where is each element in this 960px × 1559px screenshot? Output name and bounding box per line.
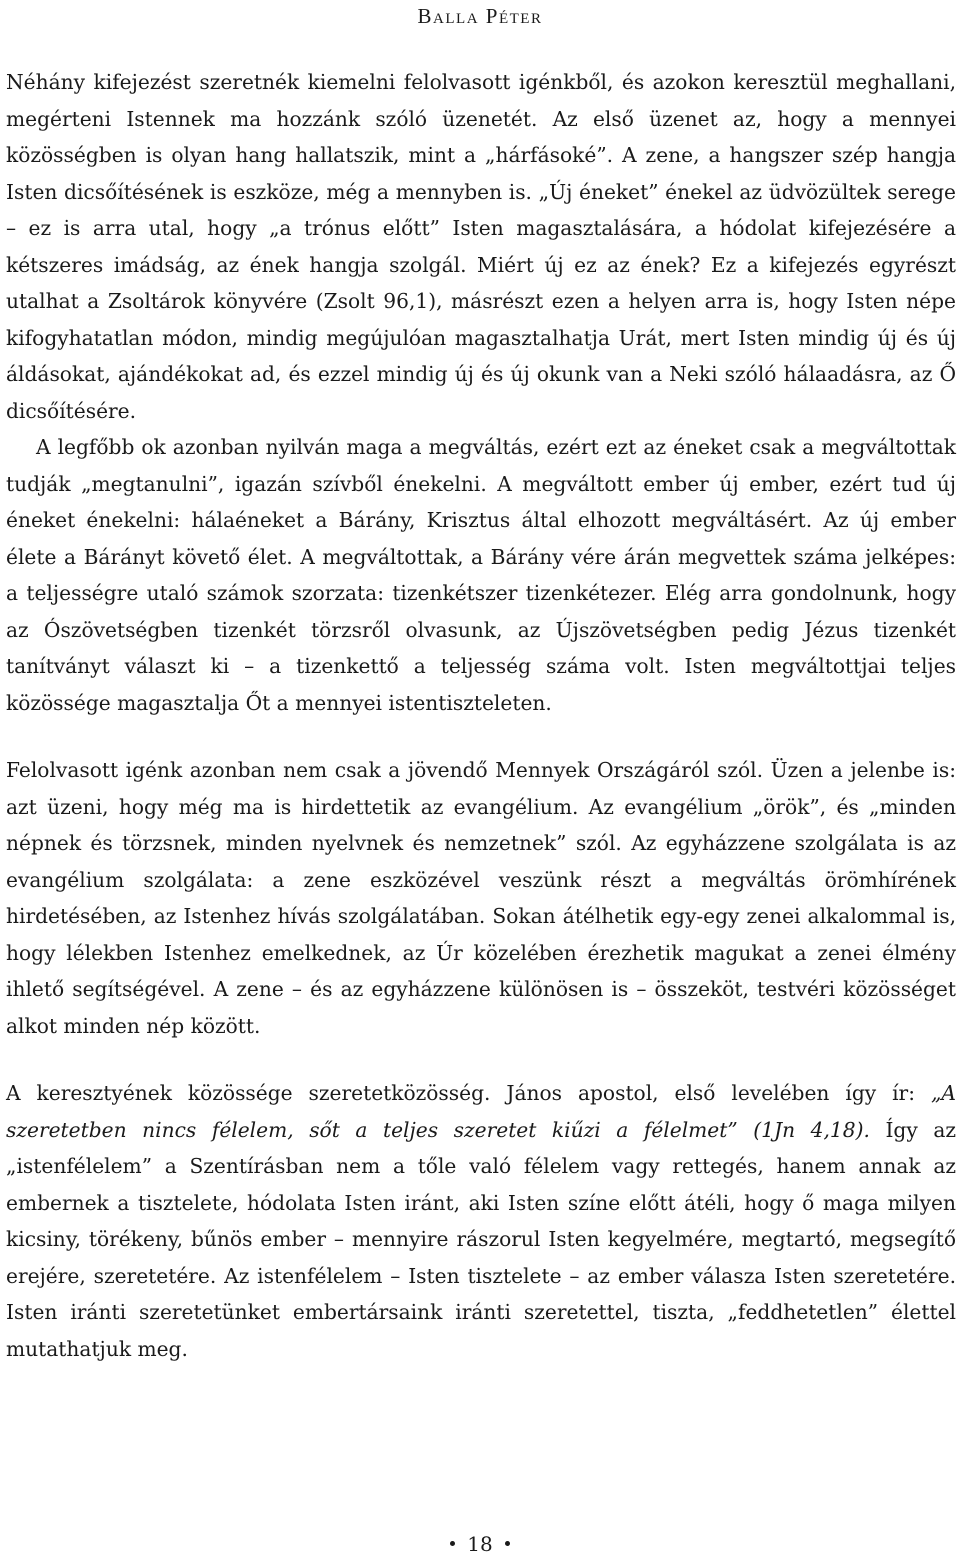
page-number: 18 bbox=[467, 1532, 493, 1556]
paragraph-1: Néhány kifejezést szeretnék kiemelni felolvasott igénkből, és azokon keresztül meghallani, megérteni Istennek ma hozzánk szóló üzenetét. Az első üzenet az, hogy a mennyei közösségben is olyan hang hallatszik, mint a „hárfásoké”. A zene, a hangszer szép hangja Isten dicsőítésének is eszköze, még a mennyben is. „Új éneket” énekel az üdvözültek serege – ez is arra utal, hogy „a trónus előtt” Isten magasztalására, a hódolat kifejezésére a kétszeres imádság, az ének hangja szolgál. Miért új ez az ének? Ez a kifejezés egyrészt utalhat a Zsoltárok könyvére (Zsolt 96,1), másrészt ezen a helyen arra is, hogy Isten népe kifogyhatatlan módon, mindig megújulóan magasztalhatja Urát, mert Isten mindig új és új áldásokat, ajándékokat ad, és ezzel mindig új és új okunk van a Neki szóló hálaadásra, az Ő dicsőítésére. bbox=[6, 70, 956, 423]
bullet-right-icon bbox=[505, 1541, 510, 1546]
running-head: Balla Péter bbox=[417, 4, 543, 28]
paragraph-4-rest: Így az „istenfélelem” a Szentírásban nem a tőle való félelem vagy rettegés, hanem annak az embernek a tisztelete, hódolata Isten iránt, aki Isten színe előtt átéli, hogy ő maga milyen kicsiny, törékeny, bűnös ember – mennyire rászorul Isten kegyelmére, megtartó, megsegítő erejére, szeretetére. Az istenfélelem – Isten tisztelete – az ember válasza Isten szeretetére. Isten iránti szeretetünket embertársaink iránti szeretettel, tiszta, „feddhetetlen” élettel mutathatjuk meg. bbox=[6, 1117, 957, 1361]
paragraph-4 bbox=[6, 1075, 956, 1367]
page-footer bbox=[0, 1532, 960, 1556]
paragraph-3: Felolvasott igénk azonban nem csak a jövendő Mennyek Országáról szól. Üzen a jelenbe is: azt üzeni, hogy még ma is hirdettetik az evangélium. Az evangélium „örök”, és „minden népnek és törzsnek, minden nyelvnek és nemzetnek” szól. Az egyházzene szolgálata is az evangélium szolgálata: a zene eszközével veszünk részt a megváltás örömhírének hirdetésében, az Istenhez hívás szolgálatában. Sokan átélhetik egy-egy zenei alkalommal is, hogy lélekben Istenhez emelkednek, az Úr közelében érezhetik magukat a zenei élmény ihlető segítségével. A zene – és az egyházzene különösen is – összeköt, testvéri közösséget alkot minden nép között. bbox=[6, 758, 956, 1038]
scripture-quote: „A szeretetben nincs félelem, sőt a teljes szeretet kiűzi a félelmet” (1Jn 4,18). bbox=[6, 1081, 956, 1142]
paragraph-2: A legfőbb ok azonban nyilván maga a megváltás, ezért ezt az éneket csak a megváltottak tudják „megtanulni”, igazán szívből énekelni. A megváltott ember új ember, ezért tud új éneket énekelni: hálaéneket a Bárány, Krisztus által elhozott megváltásért. Az új ember élete a Bárányt követő élet. A megváltottak, a Bárány vére árán megvettek száma jelképes: a teljességre utaló számok szorzata: tizenkétszer tizenkétezer. Elég arra gondolnunk, hogy az Ószövetségben tizenkét törzsről olvasunk, az Újszövetségben pedig Jézus tizenkét tanítványt választ ki – a tizenkettő a teljesség száma volt. Isten megváltottjai teljes közössége magasztalja Őt a mennyei istentiszteleten. bbox=[6, 435, 956, 715]
body-text bbox=[6, 64, 956, 1367]
bullet-left-icon bbox=[450, 1541, 455, 1546]
paragraph-4-lead: A keresztyének közössége szeretetközösség. János apostol, első levelében így ír: bbox=[6, 1081, 931, 1105]
